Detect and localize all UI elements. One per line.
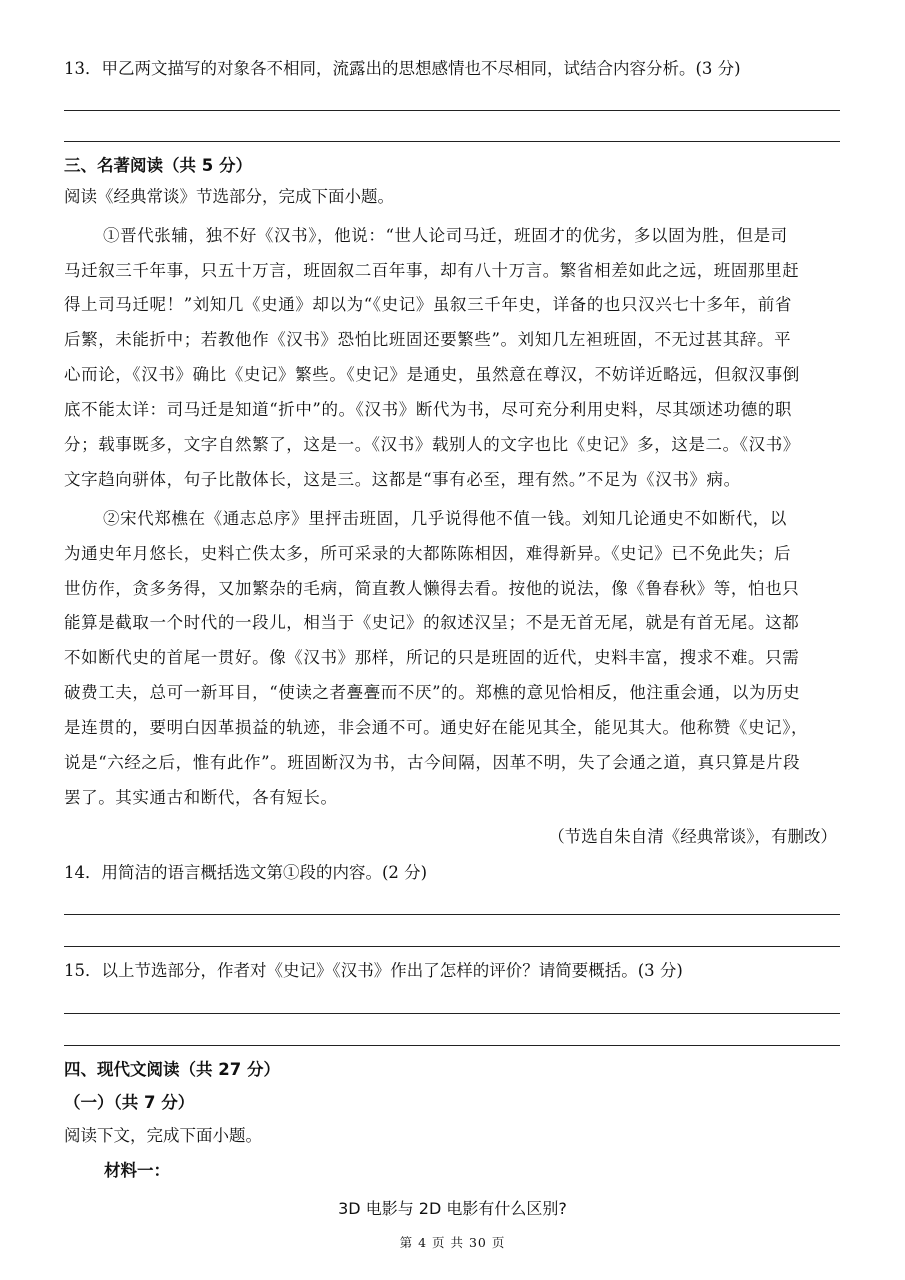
passage-line: 说是“六经之后，惟有此作”。班固断汉为书，古今间隔，因革不明，失了会通之道，真只算是片段 [64, 753, 801, 772]
passage-line: 底不能太详：司马迁是知道“折中”的。《汉书》断代为书，尽可充分利用史料，尽其颂述功德的职 [64, 400, 793, 419]
passage-line: 得上司马迁呢！”刘知几《史通》却以为“《史记》虽叙三千年史，详备的也只汉兴七十多年，前省 [64, 295, 793, 314]
passage-line: 是连贯的，要明白因革损益的轨迹，非会通不可。通史好在能见其全，能见其大。他称赞《史记》， [64, 718, 809, 737]
answer-line[interactable] [64, 110, 840, 111]
passage-line: 心而论，《汉书》确比《史记》繁些。《史记》是通史，虽然意在尊汉，不妨详近略远，但叙汉事倒 [64, 365, 800, 384]
passage-line: 马迁叙三千年事，只五十万言，班固叙二百年事，却有八十万言。繁省相差如此之远，班固那里赶 [64, 261, 800, 280]
passage-line: 后繁，未能折中；若教他作《汉书》恐怕比班固还要繁些”。刘知几左袒班固，不无过甚其辞。平 [64, 330, 792, 349]
material-label: 材料一： [104, 1161, 170, 1180]
source-note: （节选自朱自清《经典常谈》，有删改） [548, 827, 837, 846]
answer-line[interactable] [64, 1045, 840, 1046]
passage-line: 文字趋向骈体，句子比散体长，这是三。这都是“事有必至，理有然。”不足为《汉书》病。 [64, 470, 741, 489]
passage-line: 罢了。其实通古和断代，各有短长。 [64, 788, 338, 807]
passage-line: 不如断代史的首尾一贯好。像《汉书》那样，所记的只是班固的近代，史料丰富，搜求不难。只需 [64, 648, 800, 667]
article-title: 3D 电影与 2D 电影有什么区别? [338, 1199, 567, 1218]
section-heading-3: 三、名著阅读（共 5 分） [64, 156, 252, 175]
answer-line[interactable] [64, 914, 840, 915]
passage-line: 世仿作，贪多务得，又加繁杂的毛病，简直教人懒得去看。按他的说法，像《鲁春秋》等，怕也只 [64, 579, 800, 598]
instruction: 阅读下文，完成下面小题。 [64, 1126, 262, 1145]
passage-line: ②宋代郑樵在《通志总序》里抨击班固，几乎说得他不值一钱。刘知几论通史不如断代，以 [103, 509, 787, 528]
answer-line[interactable] [64, 946, 840, 947]
question-14: 14．用简洁的语言概括选文第①段的内容。(2 分) [64, 863, 428, 882]
passage-line: 为通史年月悠长，史料亡佚太多，所可采录的大都陈陈相因，难得新异。《史记》已不免此失；后 [64, 544, 792, 563]
passage-line: ①晋代张辅，独不好《汉书》，他说：“世人论司马迁，班固才的优劣，多以固为胜，但是司 [103, 226, 788, 245]
instruction: 阅读《经典常谈》节选部分，完成下面小题。 [64, 187, 394, 206]
passage-line: 破费工夫，总可一新耳目，“使读之者亹亹而不厌”的。郑樵的意见恰相反，他注重会通，以为历史 [64, 683, 801, 702]
answer-line[interactable] [64, 141, 840, 142]
question-13: 13．甲乙两文描写的对象各不相同，流露出的思想感情也不尽相同，试结合内容分析。(3 分) [64, 59, 741, 78]
page-footer: 第 4 页 共 30 页 [399, 1235, 506, 1250]
passage-line: 能算是截取一个时代的一段儿，相当于《史记》的叙述汉呈；不是无首无尾，就是有首无尾。这都 [64, 613, 800, 632]
question-15: 15．以上节选部分，作者对《史记》《汉书》作出了怎样的评价？请简要概括。(3 分) [64, 961, 683, 980]
answer-line[interactable] [64, 1013, 840, 1014]
passage-line: 分；载事既多，文字自然繁了，这是一。《汉书》载别人的文字也比《史记》多，这是二。《汉书》 [64, 435, 800, 454]
subsection-heading: （一）（共 7 分） [64, 1093, 195, 1112]
section-heading-4: 四、现代文阅读（共 27 分） [64, 1060, 280, 1079]
